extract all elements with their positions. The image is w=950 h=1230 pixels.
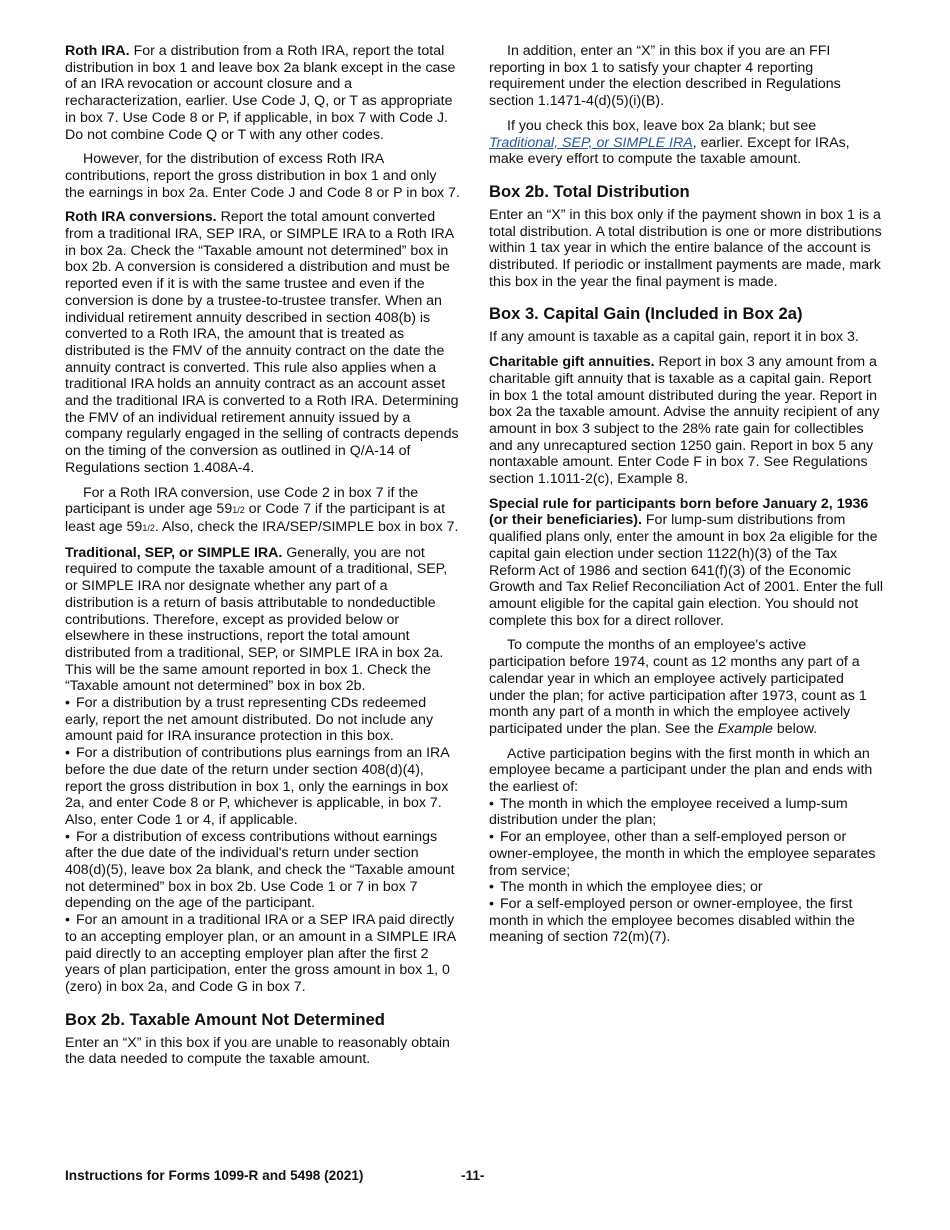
list-item: • The month in which the employee received a lump-sum distribution under the plan;	[489, 796, 884, 829]
list-item: • For a distribution by a trust representing CDs redeemed early, report the net amount distributed. Do not include any amount paid for IRA insurance protection in this box.	[65, 695, 460, 745]
total-distribution-paragraph: Enter an “X” in this box only if the payment shown in box 1 is a total distribution. A total distribution is one or more distributions within 1 tax year in which the entire balance of the account is distributed. If periodic or installment payments are made, mark this box in the year the final payment is made.	[489, 206, 882, 290]
right-column	[489, 43, 884, 946]
special-rule-paragraph: Special rule for participants born before January 2, 1936 (or their beneficiaries). For lump-sum distributions from qualified plans only, enter the amount in box 2a eligible for the capital gain election under section 1122(h)(3) of the Tax Reform Act of 1986 and section 641(f)(3) of the Economic Growth and Tax Relief Reconciliation Act of 2001. Enter the full amount eligible for the capital gain election. You should not complete this box for a direct rollover.	[489, 495, 884, 629]
list-item: • For an employee, other than a self-employed person or owner-employee, the month in which the employee separates from service;	[489, 829, 884, 879]
left-column	[65, 43, 460, 1076]
capital-gain-paragraph: If any amount is taxable as a capital gain, report it in box 3.	[489, 329, 859, 346]
roth-conversions-paragraph: Roth IRA conversions. Report the total amount converted from a traditional IRA, SEP IRA, or SIMPLE IRA to a Roth IRA in box 2a. Check the “Taxable amount not determined” box in box 2b. A conversion is considered a distribution and must be reported even if it is with the same trustee and even if the conversion is done by a trustee-to-trustee transfer. When an individual retirement annuity described in section 408(b) is converted to a Roth IRA, the amount that is treated as distributed is the FMV of the annuity contract on the date the annuity contract is converted. This rule also applies when a traditional IRA holds an annuity contract as an account asset and the traditional IRA is converted to a Roth IRA. Determining the FMV of an individual retirement annuity issued by a company regularly engaged in the selling of contracts depends on the timing of the conversion as outlined in Q/A-14 of Regulations section 1.408A-4.	[65, 209, 459, 476]
active-participation-paragraph: Active participation begins with the first month in which an employee became a participant under the plan and ends with the earliest of:	[489, 745, 873, 796]
roth-conversion-code-paragraph: For a Roth IRA conversion, use Code 2 in box 7 if the participant is under age 591/2 or Code 7 if the participant is at least age 591/2. Also, check the IRA/SEP/SIMPLE box in box 7.	[65, 484, 459, 535]
traditional-ira-paragraph: Traditional, SEP, or SIMPLE IRA. Generally, you are not required to compute the taxable amount of a traditional, SEP, or SIMPLE IRA nor designate whether any part of a distribution is a return of basis attributable to nondeductible contributions. Therefore, except as provided below or elsewhere in these instructions, report the total amount distributed from a traditional, SEP, or SIMPLE IRA in box 2a. This will be the same amount reported in box 1. Check the “Taxable amount not determined” box in box 2b.	[65, 544, 448, 695]
ffi-paragraph: In addition, enter an “X” in this box if you are an FFI reporting in box 1 to satisfy your chapter 4 reporting requirement under the election described in Regulations section 1.1471-4(d)(5)(i)(B).	[489, 43, 841, 110]
list-item: • For an amount in a traditional IRA or a SEP IRA paid directly to an accepting employer plan, or an amount in a SIMPLE IRA paid directly to an accepting employer plan after the first 2 years of plan participation, enter the gross amount in box 1, 0 (zero) in box 2a, and Code G in box 7.	[65, 912, 460, 996]
months-paragraph: To compute the months of an employee's active participation before 1974, count as 12 months any part of a calendar year in which an employee actively participated under the plan; for active participation after 1973, count as 1 month any part of a month in which the employee actively participated under the plan. See the Example below.	[489, 637, 867, 737]
charitable-gift-paragraph: Charitable gift annuities. Report in box 3 any amount from a charitable gift annuity that is taxable as a capital gain. Report in box 1 the total amount distributed during the year. Report in box 2a the taxable amount. Advise the annuity recipient of any amount in box 3 subject to the 28% rate gain for collectibles and any unrecaptured section 1250 gain. Report in box 5 any nontaxable amount. Enter Code F in box 7. See Regulations section 1.1011-2(c), Example 8.	[489, 354, 880, 488]
taxable-amount-paragraph: Enter an “X” in this box if you are unable to reasonably obtain the data needed to compute the taxable amount.	[65, 1034, 450, 1068]
roth-ira-paragraph: Roth IRA. For a distribution from a Roth IRA, report the total distribution in box 1 and leave box 2a blank except in the case of an IRA revocation or account closure and a recharacterization, earlier. Use Code J, Q, or T as appropriate in box 7. Use Code 8 or P, if applicable, in box 7 with Code J. Do not combine Code Q or T with any other codes.	[65, 43, 456, 143]
heading-box-2b-taxable-amount: Box 2b. Taxable Amount Not Determined	[65, 1009, 385, 1029]
list-item: • For a distribution of contributions plus earnings from an IRA before the due date of the return under section 408(d)(4), report the gross distribution in box 1, only the earnings in box 2a, and enter Code 8 or P, whichever is applicable, in box 7. Also, enter Code 1 or 4, if applicable.	[65, 745, 460, 829]
heading-box-3-capital-gain: Box 3. Capital Gain (Included in Box 2a)	[489, 304, 803, 324]
roth-excess-paragraph: However, for the distribution of excess Roth IRA contributions, report the gross distribution in box 1 and only the earnings in box 2a. Enter Code J and Code 8 or P in box 7.	[65, 151, 460, 201]
check-box-paragraph: If you check this box, leave box 2a blank; but see Traditional, SEP, or SIMPLE IRA, earlier. Except for IRAs, make every effort to compute the taxable amount.	[489, 117, 850, 168]
page-number: -11-	[461, 1168, 485, 1183]
list-item: • For a self-employed person or owner-employee, the first month in which the employee becomes disabled within the meaning of section 72(m)(7).	[489, 896, 884, 946]
footer-title: Instructions for Forms 1099-R and 5498 (2021)	[65, 1168, 364, 1183]
heading-box-2b-total-distribution: Box 2b. Total Distribution	[489, 181, 690, 201]
traditional-ira-link[interactable]: Traditional, SEP, or SIMPLE IRA	[489, 134, 693, 151]
list-item: • For a distribution of excess contributions without earnings after the due date of the individual's return under section 408(d)(5), leave box 2a blank, and check the “Taxable amount not determined” box in box 2b. Use Code 1 or 7 in box 7 depending on the age of the participant.	[65, 829, 460, 913]
list-item: • The month in which the employee dies; or	[489, 879, 884, 896]
